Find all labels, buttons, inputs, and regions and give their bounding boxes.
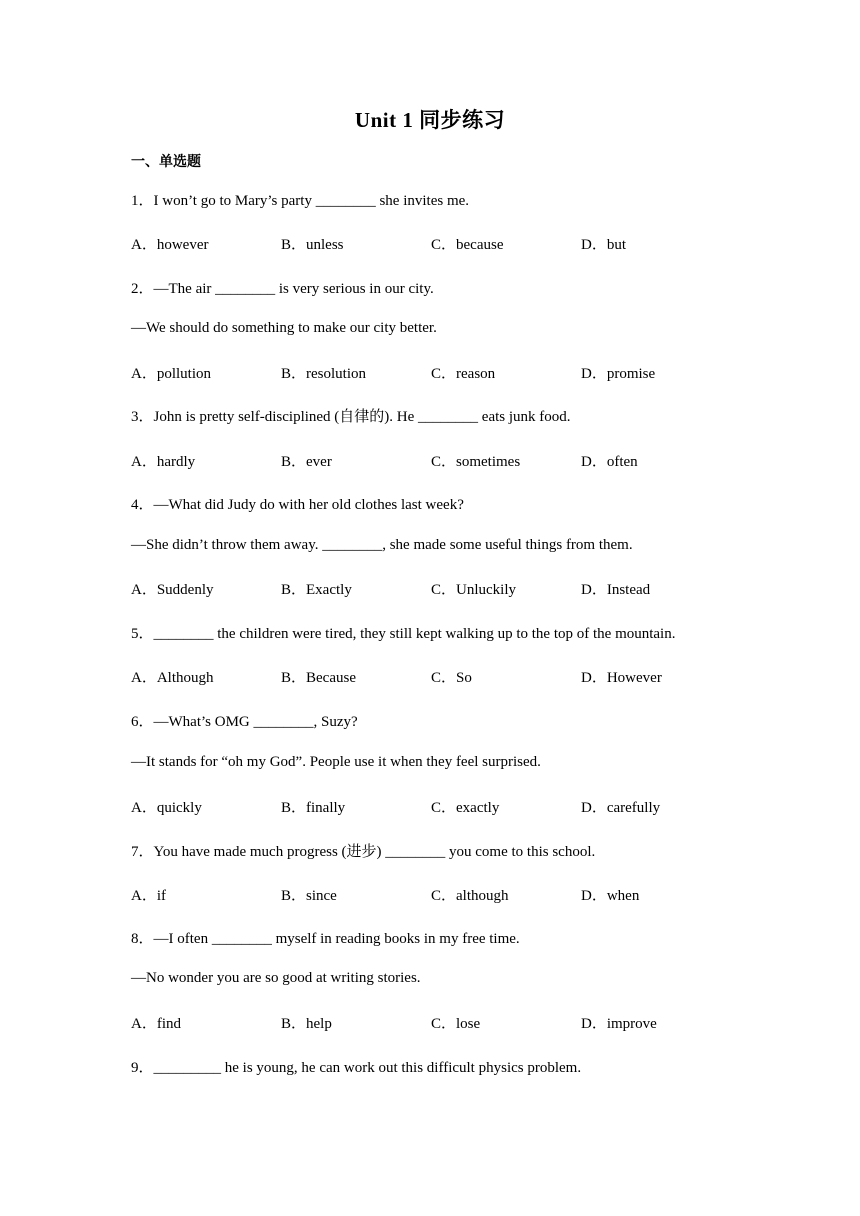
question-5-option-c: C．So: [431, 670, 472, 686]
question-3-stem: 3．John is pretty self-disciplined (自律的). He ________ eats junk food.: [131, 409, 571, 425]
question-6-option-a: A．quickly: [131, 800, 202, 816]
question-4-option-d: D．Instead: [581, 582, 651, 598]
question-2-stem: 2．—The air ________ is very serious in our city.: [131, 281, 434, 297]
question-6-reply: —It stands for “oh my God”. People use it when they feel surprised.: [131, 754, 541, 770]
question-8-option-a: A．find: [131, 1016, 181, 1032]
question-5-stem: 5．________ the children were tired, they still kept walking up to the top of the mountain.: [131, 626, 676, 642]
question-4-option-c: C．Unluckily: [431, 582, 516, 598]
question-1-option-b: B．unless: [281, 237, 344, 253]
question-8-option-c: C．lose: [431, 1016, 481, 1032]
question-8-option-b: B．help: [281, 1016, 332, 1032]
question-4-option-a: A．Suddenly: [131, 582, 214, 598]
question-7-stem: 7．You have made much progress (进步) ________ you come to this school.: [131, 844, 596, 860]
question-2-option-c: C．reason: [431, 366, 496, 382]
question-1-option-d: D．but: [581, 237, 627, 253]
question-6-option-c: C．exactly: [431, 800, 500, 816]
question-8-reply: —No wonder you are so good at writing stories.: [131, 970, 421, 986]
question-6-option-d: D．carefully: [581, 800, 661, 816]
question-6-option-b: B．finally: [281, 800, 346, 816]
question-1-option-c: C．because: [431, 237, 504, 253]
question-8-option-d: D．improve: [581, 1016, 657, 1032]
question-1-option-a: A．however: [131, 237, 209, 253]
question-3-option-a: A．hardly: [131, 454, 196, 470]
question-5-option-b: B．Because: [281, 670, 356, 686]
question-1-stem: 1．I won’t go to Mary’s party ________ she invites me.: [131, 193, 470, 209]
question-3-option-b: B．ever: [281, 454, 332, 470]
question-2-option-d: D．promise: [581, 366, 656, 382]
question-4-reply: —She didn’t throw them away. ________, she made some useful things from them.: [131, 537, 633, 553]
question-4-stem: 4．—What did Judy do with her old clothes last week?: [131, 497, 464, 513]
question-2-reply: —We should do something to make our city better.: [131, 320, 437, 336]
question-3-option-d: D．often: [581, 454, 638, 470]
question-5-option-a: A．Although: [131, 670, 214, 686]
page-title: Unit 1 同步练习: [354, 108, 506, 132]
question-5-option-d: D．However: [581, 670, 662, 686]
question-7-option-d: D．when: [581, 888, 640, 904]
question-4-option-b: B．Exactly: [281, 582, 352, 598]
question-8-stem: 8．—I often ________ myself in reading books in my free time.: [131, 931, 520, 947]
question-2-option-a: A．pollution: [131, 366, 212, 382]
question-7-option-a: A．if: [131, 888, 166, 904]
section-heading: 一、单选题: [131, 154, 201, 170]
question-3-option-c: C．sometimes: [431, 454, 521, 470]
question-7-option-c: C．although: [431, 888, 509, 904]
question-9-stem: 9．_________ he is young, he can work out this difficult physics problem.: [131, 1060, 582, 1076]
question-6-stem: 6．—What’s OMG ________, Suzy?: [131, 714, 358, 730]
question-2-option-b: B．resolution: [281, 366, 366, 382]
question-7-option-b: B．since: [281, 888, 337, 904]
